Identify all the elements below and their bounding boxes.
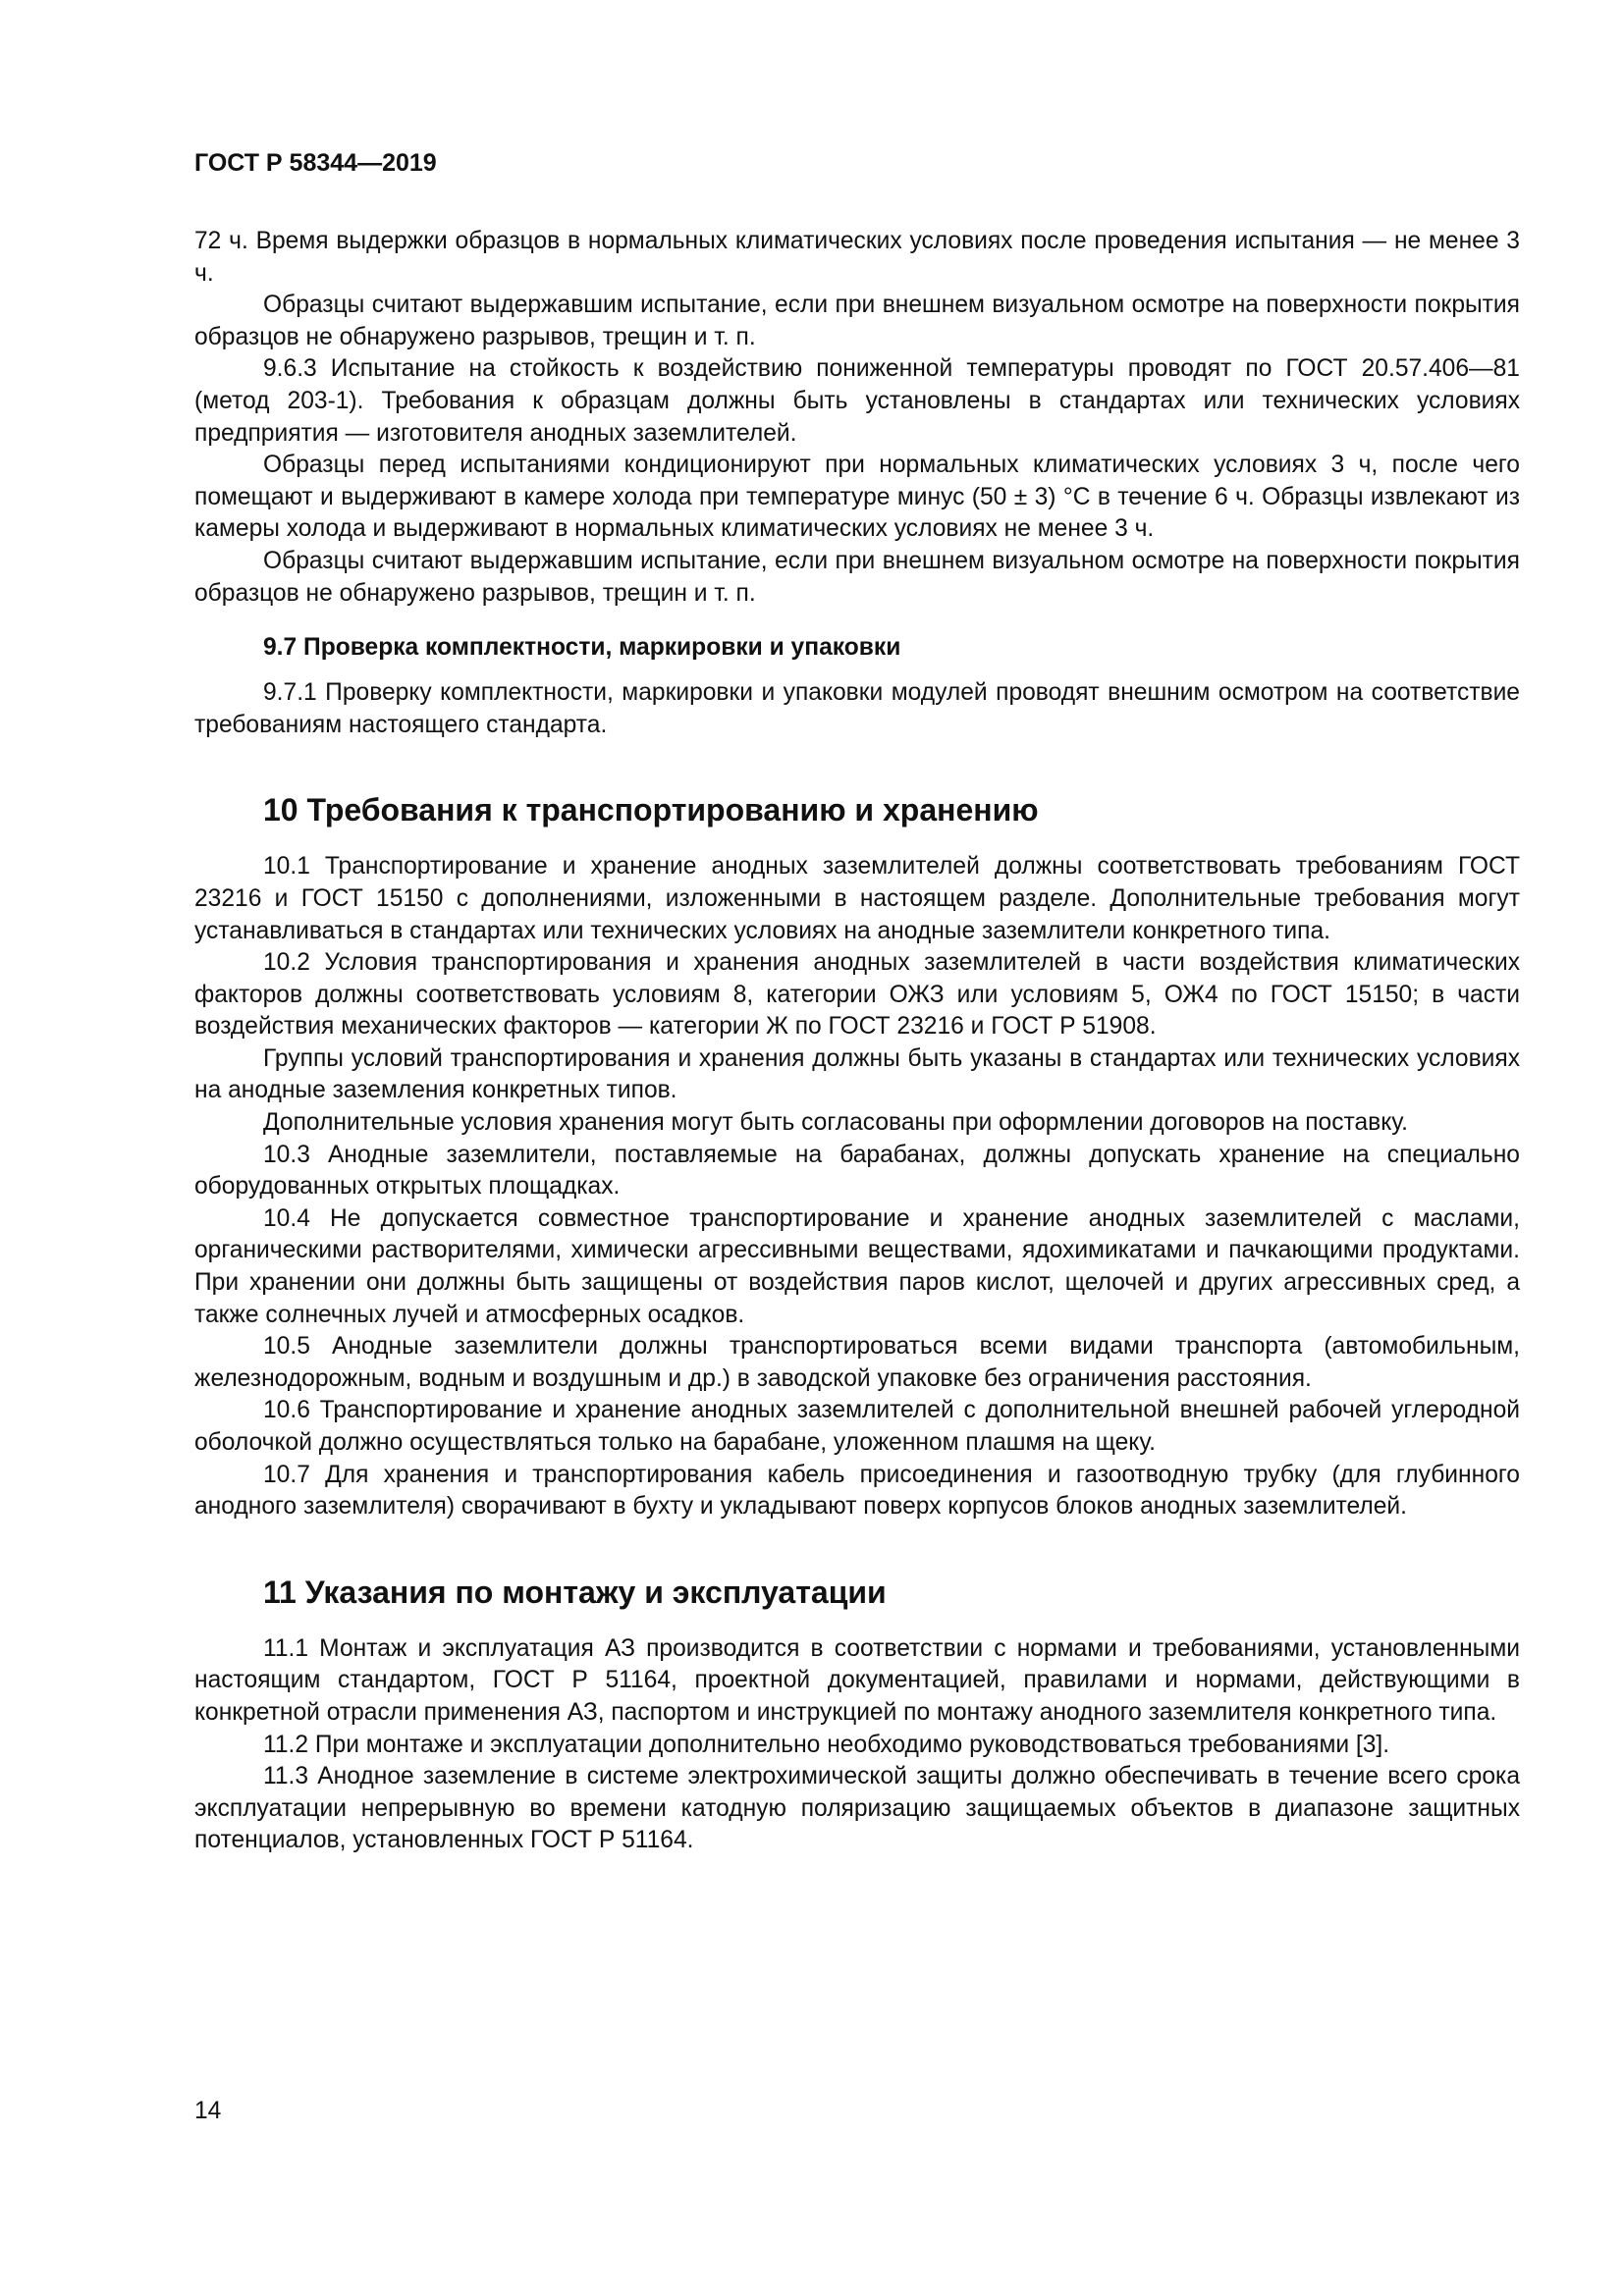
paragraph-11-3: 11.3 Анодное заземление в системе электрохимической защиты должно обеспечивать в течение всего срока эксплуатации непрерывную во времени катодную поляризацию защищаемых объектов в диапазоне защитных потенциалов, установленных ГОСТ Р 51164. <box>194 1763 1520 1854</box>
section-title-11: 11 Указания по монтажу и эксплуатации <box>263 1574 887 1610</box>
paragraph-10-6: 10.6 Транспортирование и хранение анодных заземлителей с дополнительной внешней рабочей углеродной оболочкой должно осуществляться только на барабане, уложенном плашмя на щеку. <box>194 1397 1520 1456</box>
paragraph-10-7: 10.7 Для хранения и транспортирования кабель присоединения и газоотводную трубку (для глубинного анодного заземлителя) сворачивают в бухту и укладывают поверх корпусов блоков анодных заземлителей. <box>194 1461 1520 1521</box>
paragraph-9-6-3: 9.6.3 Испытание на стойкость к воздействию пониженной температуры проводят по ГОСТ 20.57.406—81 (метод 203-1). Требования к образцам должны быть установлены в стандартах или технических условиях предприятия — изготовителя анодных заземлителей. <box>194 355 1520 447</box>
paragraph: Образцы считают выдержавшим испытание, если при внешнем визуальном осмотре на поверхности покрытия образцов не обнаружено разрывов, трещин и т. п. <box>194 292 1520 350</box>
paragraph-11-1: 11.1 Монтаж и эксплуатация АЗ производится в соответствии с нормами и требованиями, установленными настоящим стандартом, ГОСТ Р 51164, проектной документацией, правилами и нормами, действующими в конкретной отрасли применения АЗ, паспортом и инструкцией по монтажу анодного заземлителя конкретного типа. <box>194 1634 1520 1726</box>
document-code-header: ГОСТ Р 58344—2019 <box>194 149 437 177</box>
paragraph-continuation: 72 ч. Время выдержки образцов в нормальных климатических условиях после проведения испытания — не менее 3 ч. <box>194 228 1520 287</box>
paragraph: Группы условий транспортирования и хранения должны быть указаны в стандартах или технических условиях на анодные заземления конкретных типов. <box>194 1044 1520 1104</box>
paragraph-10-1: 10.1 Транспортирование и хранение анодных заземлителей должны соответствовать требованиям ГОСТ 23216 и ГОСТ 15150 с дополнениями, изложенными в настоящем разделе. Дополнительные требования могут устанавливаться в стандартах или технических условиях на анодные заземлители конкретного типа. <box>194 853 1520 944</box>
section-title-10: 10 Требования к транспортированию и хранению <box>263 792 1039 828</box>
paragraph-9-7-1: 9.7.1 Проверку комплектности, маркировки и упаковки модулей проводят внешним осмотром на соответствие требованиям настоящего стандарта. <box>194 679 1520 738</box>
paragraph-10-4: 10.4 Не допускается совместное транспортирование и хранение анодных заземлителей с маслами, органическими растворителями, химически агрессивными веществами, ядохимикатами и пачкающими продуктами. При хранении они должны быть защищены от воздействия паров кислот, щелочей и других агрессивных сред, а также солнечных лучей и атмосферных осадков. <box>194 1204 1520 1328</box>
paragraph: Дополнительные условия хранения могут быть согласованы при оформлении договоров на поставку. <box>263 1109 1408 1137</box>
document-page <box>194 147 1520 1857</box>
page-number: 14 <box>194 2098 222 2124</box>
subsection-title-9-7: 9.7 Проверка комплектности, маркировки и упаковки <box>263 634 901 662</box>
page-content <box>194 226 1520 1857</box>
paragraph-11-2: 11.2 При монтаже и эксплуатации дополнительно необходимо руководствоваться требованиями [3]. <box>263 1731 1390 1758</box>
paragraph-10-2: 10.2 Условия транспортирования и хранения анодных заземлителей в части воздействия климатических факторов должны соответствовать условиям 8, категории ОЖЗ или условиям 5, ОЖ4 по ГОСТ 15150; в части воздействия механических факторов — категории Ж по ГОСТ 23216 и ГОСТ Р 51908. <box>194 949 1520 1041</box>
paragraph-10-3: 10.3 Анодные заземлители, поставляемые на барабанах, должны допускать хранение на специально оборудованных открытых площадках. <box>194 1141 1520 1201</box>
paragraph: Образцы считают выдержавшим испытание, если при внешнем визуальном осмотре на поверхности покрытия образцов не обнаружено разрывов, трещин и т. п. <box>194 547 1520 607</box>
paragraph-10-5: 10.5 Анодные заземлители должны транспортироваться всеми видами транспорта (автомобильным, железнодорожным, водным и воздушным и др.) в заводской упаковке без ограничения расстояния. <box>194 1333 1520 1392</box>
paragraph: Образцы перед испытаниями кондиционируют при нормальных климатических условиях 3 ч, после чего помещают и выдерживают в камере холода при температуре минус (50 ± 3) °С в течение 6 ч. Образцы извлекают из камеры холода и выдерживают в нормальных климатических условиях не менее 3 ч. <box>194 452 1520 543</box>
